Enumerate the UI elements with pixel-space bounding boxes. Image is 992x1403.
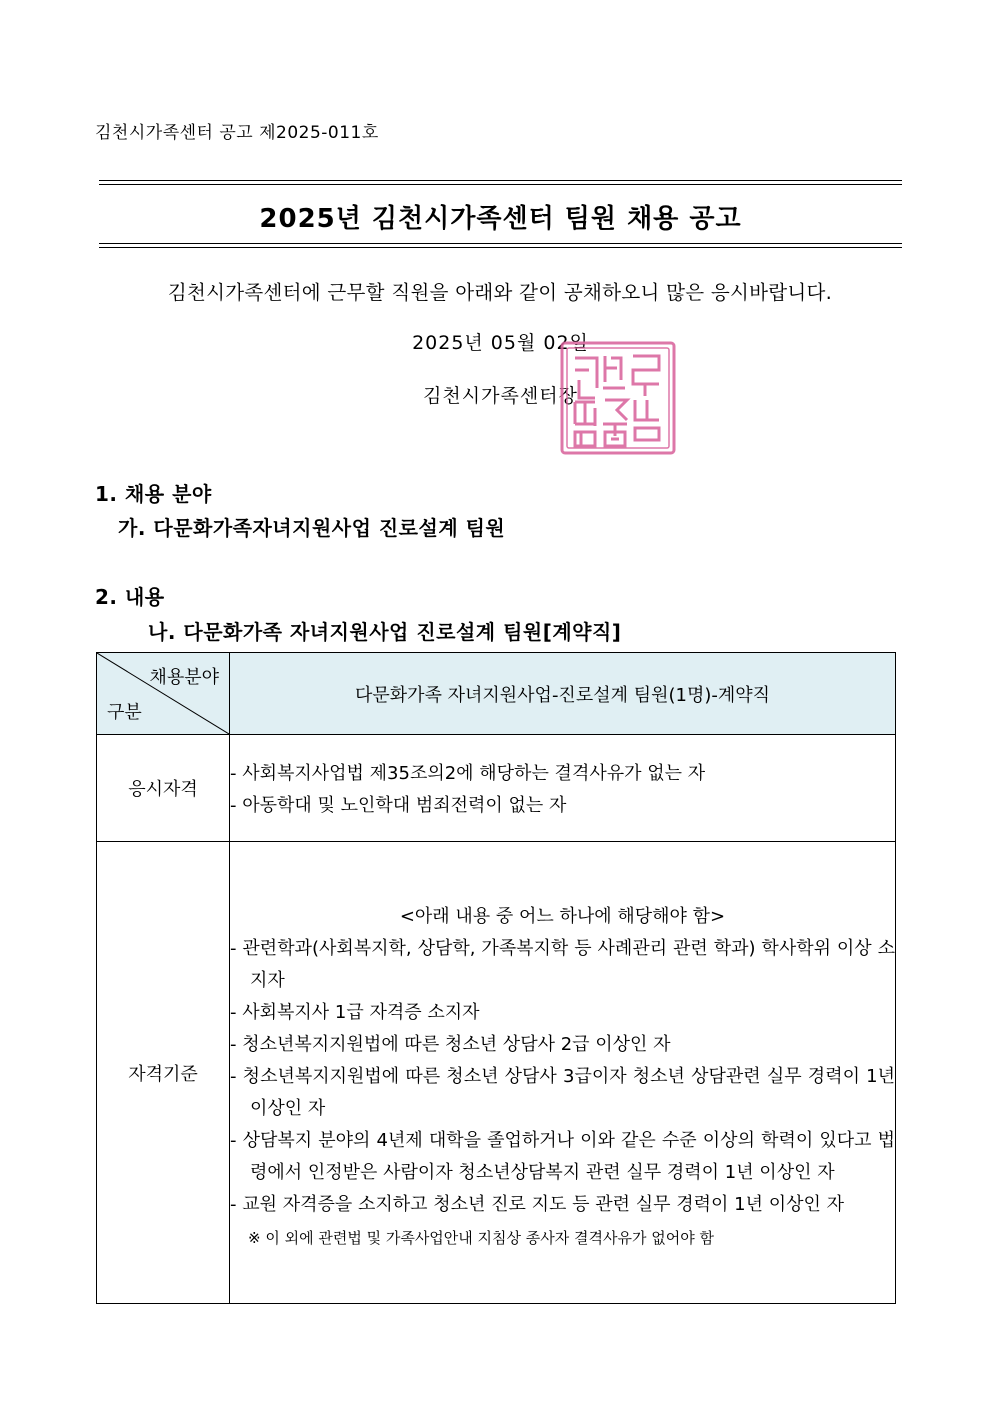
issuer-name: 김천시가족센터장 xyxy=(423,385,578,407)
title-top-rule-2 xyxy=(99,184,902,185)
table-row xyxy=(97,735,896,842)
row-label-eligibility: 응시자격 xyxy=(97,735,230,842)
notice-number: 김천시가족센터 공고 제2025-011호 xyxy=(95,123,379,143)
list-item: - 관련학과(사회복지학, 상담학, 가족복지학 등 사례관리 관련 학과) 학사학위 이상 소지자 xyxy=(230,937,895,991)
intro-text: 김천시가족센터에 근무할 직원을 아래와 같이 공채하오니 많은 응시바랍니다. xyxy=(167,281,833,304)
official-seal xyxy=(559,340,677,456)
list-item: - 교원 자격증을 소지하고 청소년 진로 지도 등 관련 실무 경력이 1년 이상인 자 xyxy=(230,1193,844,1215)
section1-heading: 1. 채용 분야 xyxy=(95,482,212,506)
corner-top-label: 채용분야 xyxy=(149,667,219,688)
section2-heading: 2. 내용 xyxy=(95,585,165,609)
notice-date: 2025년 05월 02일 xyxy=(412,332,589,354)
recruitment-table xyxy=(96,652,896,1304)
title-bottom-rule xyxy=(99,243,902,244)
list-item: - 아동학대 및 노인학대 범죄전력이 없는 자 xyxy=(230,795,567,816)
table-header-row xyxy=(97,653,896,735)
corner-bottom-label: 구분 xyxy=(107,702,142,723)
row-label-criteria: 자격기준 xyxy=(97,842,230,1304)
title-bottom-rule-2 xyxy=(99,247,902,248)
list-item: - 청소년복지지원법에 따른 청소년 상담사 3급이자 청소년 상담관련 실무 경력이 1년 이상인 자 xyxy=(230,1065,895,1119)
title-top-rule xyxy=(99,180,902,181)
list-item: - 사회복지사 1급 자격증 소지자 xyxy=(230,1001,480,1023)
criteria-intro: <아래 내용 중 어느 하나에 해당해야 함> xyxy=(399,905,726,927)
list-item: - 사회복지사업법 제35조의2에 해당하는 결격사유가 없는 자 xyxy=(230,763,706,784)
list-item: - 상담복지 분야의 4년제 대학을 졸업하거나 이와 같은 수준 이상의 학력이 있다고 법령에서 인정받은 사람이자 청소년상담복지 관련 실무 경력이 1년 이상인 자 xyxy=(230,1129,895,1183)
table-row xyxy=(97,842,896,1304)
eligibility-items xyxy=(230,735,896,842)
criteria-items xyxy=(230,842,896,1304)
column-title: 다문화가족 자녀지원사업-진로설계 팀원(1명)-계약직 xyxy=(230,653,896,735)
section1-item: 가. 다문화가족자녀지원사업 진로설계 팀원 xyxy=(118,516,506,540)
table-corner-cell xyxy=(97,653,230,735)
list-item: - 청소년복지지원법에 따른 청소년 상담사 2급 이상인 자 xyxy=(230,1033,671,1055)
section2-subheading: 나. 다문화가족 자녀지원사업 진로설계 팀원[계약직] xyxy=(148,620,622,644)
criteria-note: ※ 이 외에 관련법 및 가족사업안내 지침상 종사자 결격사유가 없어야 함 xyxy=(248,1228,714,1247)
page-title: 2025년 김천시가족센터 팀원 채용 공고 xyxy=(259,204,742,234)
